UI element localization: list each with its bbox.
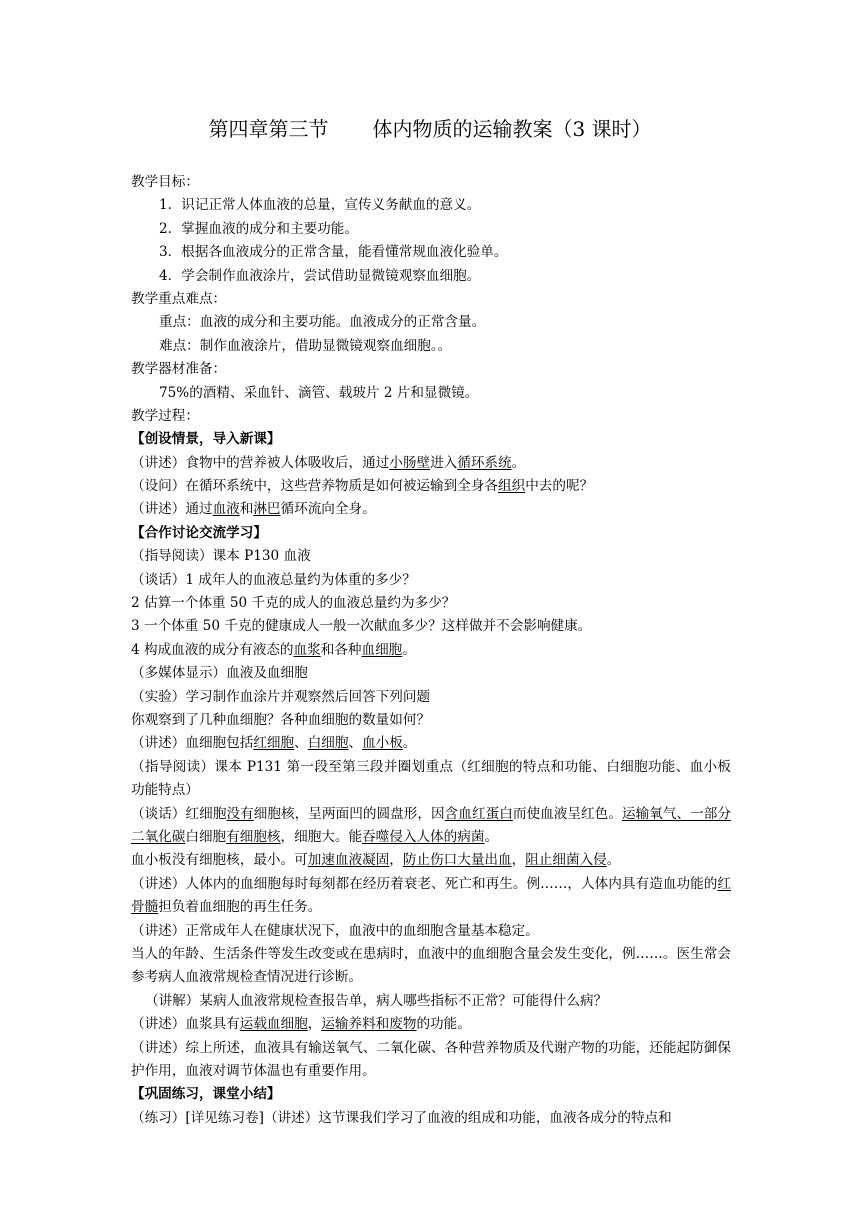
question-1: （谈话）1 成年人的血液总量约为体重的多少？ bbox=[131, 571, 416, 588]
paragraph-blood-cell-types: （讲述）血细胞包括红细胞、白细胞、血小板。 bbox=[131, 735, 417, 752]
question-3: 3 一个体重 50 千克的健康成人一般一次献血多少？这样做并不会影响健康。 bbox=[131, 618, 592, 635]
objective-1: 1．识记正常人体血液的总量，宣传义务献血的意义。 bbox=[159, 197, 481, 214]
term-block-bacteria: 阻止细菌入侵 bbox=[525, 852, 607, 869]
key-point: 重点：血液的成分和主要功能。血液成分的正常含量。 bbox=[159, 314, 486, 331]
paragraph-count-change: 当人的年龄、生活条件等发生改变或在患病时，血液中的血细胞含量会发生变化，例……。医生常会参考病人血液常规检查情况进行诊断。 bbox=[131, 945, 731, 986]
paragraph-stable-count: （讲述）正常成年人在健康状况下，血液中的血细胞含量基本稳定。 bbox=[131, 922, 539, 939]
term-clotting: 加速血液凝固 bbox=[307, 852, 390, 869]
objective-2: 2．掌握血液的成分和主要功能。 bbox=[159, 220, 358, 237]
term-transport-oxygen: 运输氧气、一部分二氧化碳 bbox=[131, 805, 732, 845]
term-intestine-wall: 小肠壁 bbox=[389, 454, 431, 471]
term-red-bone-marrow: 红骨髓 bbox=[131, 875, 731, 916]
objective-3: 3．根据各血液成分的正常含量，能看懂常规血液化验单。 bbox=[159, 244, 508, 261]
term-lymph: 淋巴 bbox=[253, 501, 281, 518]
term-blood-cells: 血细胞 bbox=[361, 641, 403, 658]
term-carry-blood-cells: 运载血细胞 bbox=[239, 1016, 308, 1033]
section-heading-practice: 【巩固练习，课堂小结】 bbox=[131, 1086, 281, 1103]
paragraph-intro-2: （设问）在循环系统中，这些营养物质是如何被运输到全身各组织中去的呢？ bbox=[131, 478, 594, 495]
term-blood: 血液 bbox=[212, 501, 240, 518]
page-title bbox=[0, 115, 860, 143]
paragraph-cell-features: （谈话）红细胞没有细胞核，呈两面凹的圆盘形，因含血红蛋白而使血液呈红色。运输氧气、一部分二氧化碳白细胞有细胞核，细胞大。能吞噬侵入人体的病菌。 bbox=[131, 805, 732, 845]
title-topic: 体内物质的运输教案（3 课时） bbox=[372, 117, 652, 141]
section-heading-discussion: 【合作讨论交流学习】 bbox=[131, 524, 267, 541]
heading-objectives: 教学目标： bbox=[131, 174, 199, 190]
paragraph-multimedia: （多媒体显示）血液及血细胞 bbox=[131, 665, 308, 682]
objective-4: 4．学会制作血液涂片，尝试借助显微镜观察血细胞。 bbox=[159, 267, 481, 284]
paragraph-experiment: （实验）学习制作血涂片并观察然后回答下列问题 bbox=[131, 688, 431, 705]
term-has-nucleus: 有细胞核 bbox=[226, 828, 281, 845]
paragraph-plasma-function: （讲述）血浆具有运载血细胞，运输养料和废物的功能。 bbox=[131, 1016, 471, 1033]
lesson-body bbox=[131, 171, 731, 1130]
materials-list: 75%的酒精、采血针、滴管、载玻片 2 片和显微镜。 bbox=[159, 384, 479, 401]
term-tissue: 组织 bbox=[498, 478, 526, 495]
difficult-point: 难点：制作血液涂片，借助显微镜观察血细胞。。 bbox=[159, 337, 452, 354]
question-2: 2 估算一个体重 50 千克的成人的血液总量约为多少？ bbox=[131, 595, 456, 612]
question-4: 4 构成血液的成分有液态的血浆和各种血细胞。 bbox=[131, 641, 416, 658]
paragraph-summary: （讲述）综上所述，血液具有输送氧气、二氧化碳、各种营养物质及代谢产物的功能，还能起防御保护作用，血液对调节体温也有重要作用。 bbox=[131, 1039, 731, 1079]
term-hemoglobin: 含血红蛋白 bbox=[444, 805, 513, 822]
paragraph-report-question: （讲解）某病人血液常规检查报告单，病人哪些指标不正常？可能得什么病？ bbox=[145, 992, 608, 1009]
title-chapter: 第四章第三节 bbox=[208, 117, 329, 141]
heading-materials: 教学器材准备： bbox=[131, 361, 227, 378]
term-platelet: 血小板 bbox=[362, 735, 403, 752]
term-red-blood-cell: 红细胞 bbox=[253, 735, 295, 752]
paragraph-practice: （练习）[详见练习卷]（讲述）这节课我们学习了血液的组成和功能，血液各成分的特点和 bbox=[131, 1109, 672, 1126]
paragraph-platelets: 血小板没有细胞核，最小。可加速血液凝固，防止伤口大量出血，阻止细菌入侵。 bbox=[131, 852, 621, 869]
term-white-blood-cell: 白细胞 bbox=[307, 735, 349, 752]
paragraph-reading-p131: （指导阅读）课本 P131 第一段至第三段并圈划重点（红细胞的特点和功能、白细胞功能、血小板功能特点） bbox=[131, 758, 731, 799]
term-no-nucleus: 没有 bbox=[226, 805, 254, 822]
paragraph-intro-1: （讲述）食物中的营养被人体吸收后，通过小肠壁进入循环系统。 bbox=[131, 454, 526, 471]
paragraph-intro-3: （讲述）通过血液和淋巴循环流向全身。 bbox=[131, 501, 376, 518]
heading-key-points: 教学重点难点： bbox=[131, 290, 227, 307]
term-circulatory-system: 循环系统 bbox=[457, 454, 512, 471]
term-transport-nutrients: 运输养料和废物 bbox=[321, 1016, 417, 1033]
section-heading-intro: 【创设情景，导入新课】 bbox=[131, 431, 281, 448]
paragraph-regeneration: （讲述）人体内的血细胞每时每刻都在经历着衰老、死亡和再生。例……，人体内具有造血功能的红骨髓担负着血细胞的再生任务。 bbox=[131, 875, 731, 916]
term-engulf-bacteria: 吞噬侵入人体的病菌 bbox=[362, 828, 485, 845]
heading-process: 教学过程： bbox=[131, 407, 199, 424]
term-plasma: 血浆 bbox=[293, 641, 321, 658]
term-prevent-bleeding: 防止伤口大量出血 bbox=[402, 852, 512, 869]
paragraph-reading-p130: （指导阅读）课本 P130 血液 bbox=[131, 548, 311, 565]
paragraph-observation-question: 你观察到了几种血细胞？各种血细胞的数量如何？ bbox=[131, 711, 431, 728]
